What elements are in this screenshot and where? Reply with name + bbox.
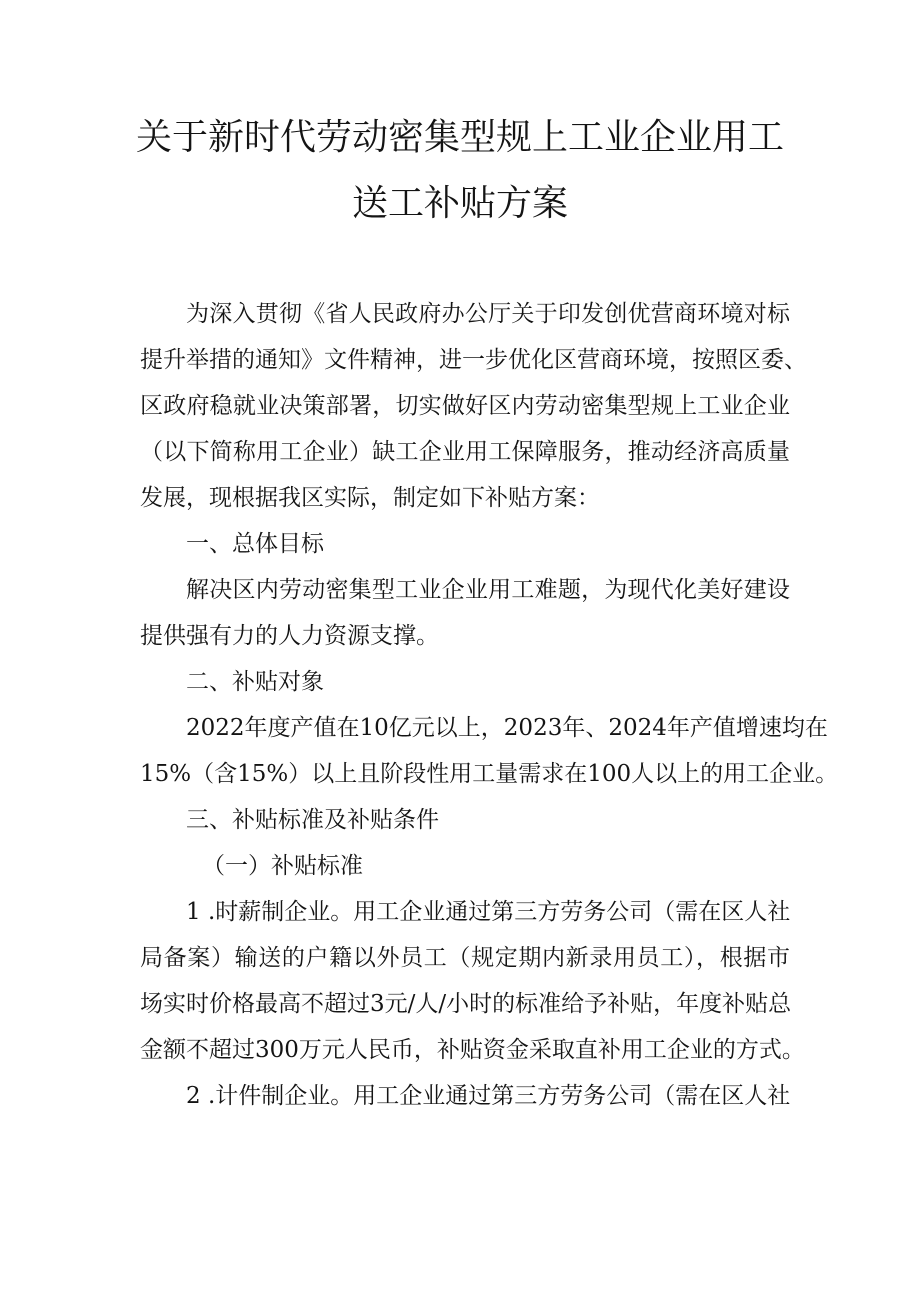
- paragraph-line: 金额不超过300万元人民币，补贴资金采取直补用工企业的方式。: [140, 1037, 805, 1063]
- paragraph-line: 区政府稳就业决策部署，切实做好区内劳动密集型规上工业企业: [140, 393, 790, 419]
- paragraph-line: 提升举措的通知》文件精神，进一步优化区营商环境，按照区委、: [140, 347, 807, 373]
- document-body: [140, 291, 839, 1119]
- paragraph-line: 发展，现根据我区实际，制定如下补贴方案：: [140, 485, 600, 511]
- document-title-line-2: 送工补贴方案: [351, 183, 568, 224]
- paragraph-line: 1 .时薪制企业。用工企业通过第三方劳务公司（需在区人社: [186, 899, 791, 925]
- section-heading: 一、总体目标: [186, 531, 324, 557]
- paragraph-line: 15%（含15%）以上且阶段性用工量需求在100人以上的用工企业。: [140, 761, 839, 787]
- document-title-line-1: 关于新时代劳动密集型规上工业企业用工: [135, 117, 784, 158]
- paragraph-line: 解决区内劳动密集型工业企业用工难题，为现代化美好建设: [186, 577, 790, 603]
- paragraph-line: 提供强有力的人力资源支撑。: [140, 623, 439, 649]
- paragraph-line: 为深入贯彻《省人民政府办公厅关于印发创优营商环境对标: [186, 301, 790, 327]
- section-heading: 三、补贴标准及补贴条件: [186, 807, 439, 833]
- paragraph-line: 局备案）输送的户籍以外员工（规定期内新录用员工），根据市: [140, 945, 790, 971]
- paragraph-line: 2022年度产值在10亿元以上，2023年、2024年产值增速均在: [186, 715, 828, 741]
- paragraph-line: 2 .计件制企业。用工企业通过第三方劳务公司（需在区人社: [186, 1083, 791, 1109]
- section-heading: 二、补贴对象: [186, 669, 324, 695]
- subsection-heading: （一）补贴标准: [202, 853, 363, 879]
- paragraph-line: 场实时价格最高不超过3元/人/小时的标准给予补贴，年度补贴总: [140, 991, 792, 1017]
- paragraph-line: （以下简称用工企业）缺工企业用工保障服务，推动经济高质量: [140, 439, 790, 465]
